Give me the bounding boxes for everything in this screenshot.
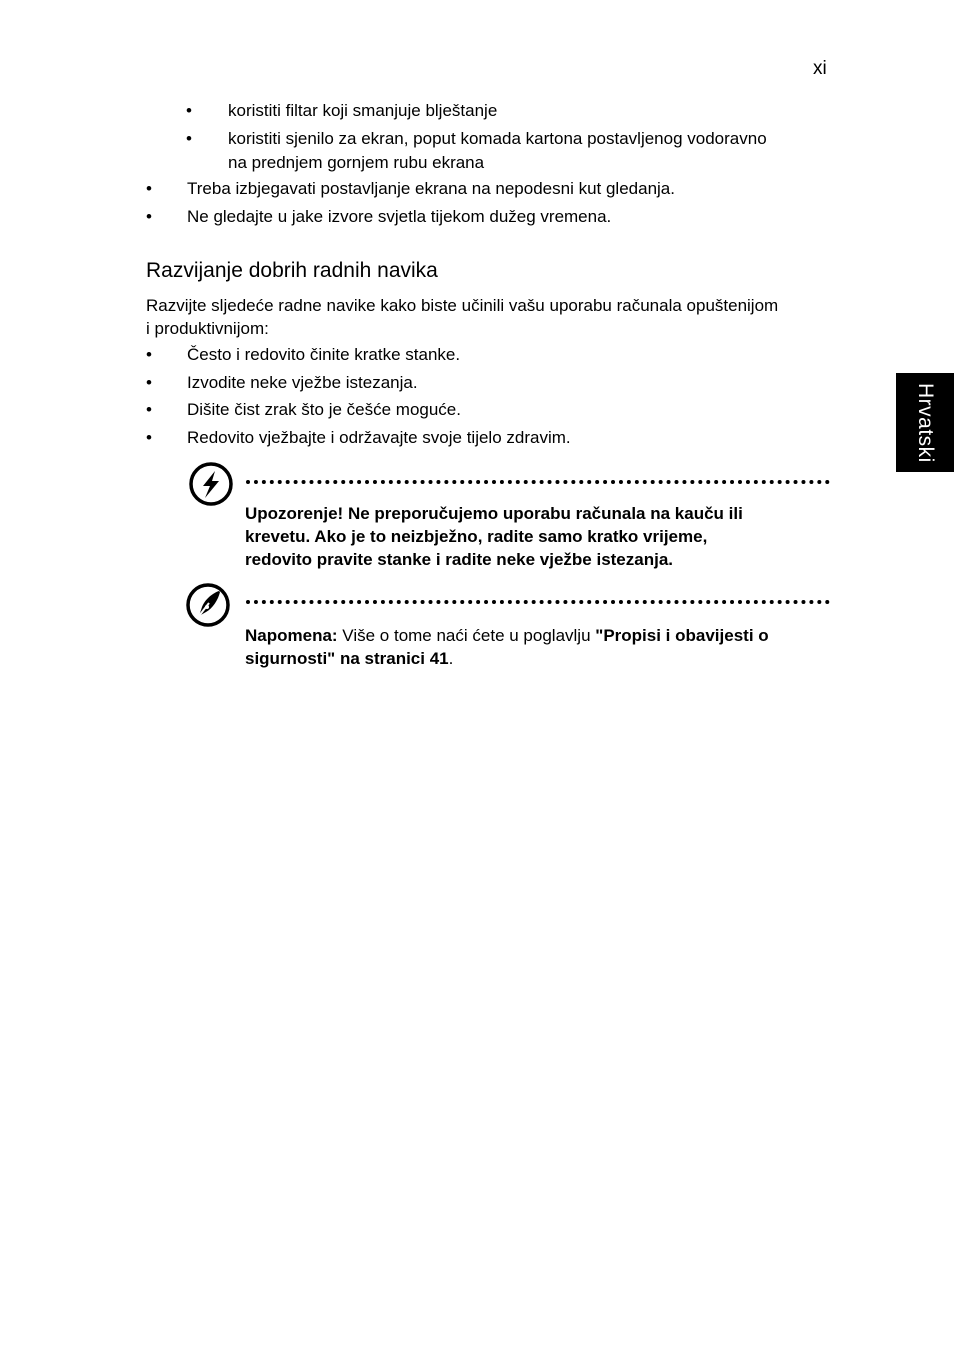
note-line-2 — [245, 647, 453, 670]
warning-text: krevetu. Ako je to neizbježno, radite samo kratko vrijeme, — [245, 527, 708, 546]
bullet-icon: • — [186, 101, 192, 120]
language-tab-label: Hrvatski — [914, 382, 937, 463]
bullet-text: Ne gledajte u jake izvore svjetla tijekom dužeg vremena. — [187, 207, 612, 226]
bullet-text: Izvodite neke vježbe istezanja. — [187, 373, 418, 392]
note-end: . — [448, 649, 454, 668]
bullet-text: Redovito vježbajte i održavajte svoje tijelo zdravim. — [187, 428, 571, 447]
bullet-icon: • — [186, 129, 192, 148]
bullet-icon: • — [146, 400, 152, 419]
note-line-1 — [245, 624, 769, 647]
section-heading: Razvijanje dobrih radnih navika — [146, 259, 438, 282]
sub-bullet-text: na prednjem gornjem rubu ekrana — [228, 153, 485, 172]
note-reference: "Propisi i obavijesti o — [595, 626, 769, 645]
warning-text: Upozorenje! Ne preporučujemo uporabu računala na kauču ili — [245, 504, 743, 523]
sub-bullet-text: koristiti filtar koji smanjuje blještanje — [228, 101, 498, 120]
warning-icon — [188, 461, 236, 509]
warning-text: redovito pravite stanke i radite neke vježbe istezanja. — [245, 550, 674, 569]
note-text: Više o tome naći ćete u poglavlju — [337, 626, 596, 645]
note-reference: sigurnosti" na stranici 41 — [245, 649, 449, 668]
bullet-icon: • — [146, 428, 152, 447]
note-label: Napomena: — [245, 626, 338, 645]
bullet-text: Treba izbjegavati postavljanje ekrana na nepodesni kut gledanja. — [187, 179, 675, 198]
language-tab — [896, 373, 954, 472]
bullet-text: Često i redovito činite kratke stanke. — [187, 345, 461, 364]
bullet-icon: • — [146, 179, 152, 198]
bullet-text: Dišite čist zrak što je češće moguće. — [187, 400, 461, 419]
bullet-icon: • — [146, 373, 152, 392]
note-pen-icon — [185, 581, 233, 629]
note-divider — [246, 600, 830, 604]
section-intro: i produktivnijom: — [146, 319, 269, 338]
bullet-icon: • — [146, 345, 152, 364]
bullet-icon: • — [146, 207, 152, 226]
page-number: xi — [813, 58, 827, 79]
sub-bullet-text: koristiti sjenilo za ekran, poput komada kartona postavljenog vodoravno — [228, 129, 767, 148]
section-intro: Razvijte sljedeće radne navike kako biste učinili vašu uporabu računala opuštenijom — [146, 296, 779, 315]
warning-divider — [246, 480, 830, 484]
